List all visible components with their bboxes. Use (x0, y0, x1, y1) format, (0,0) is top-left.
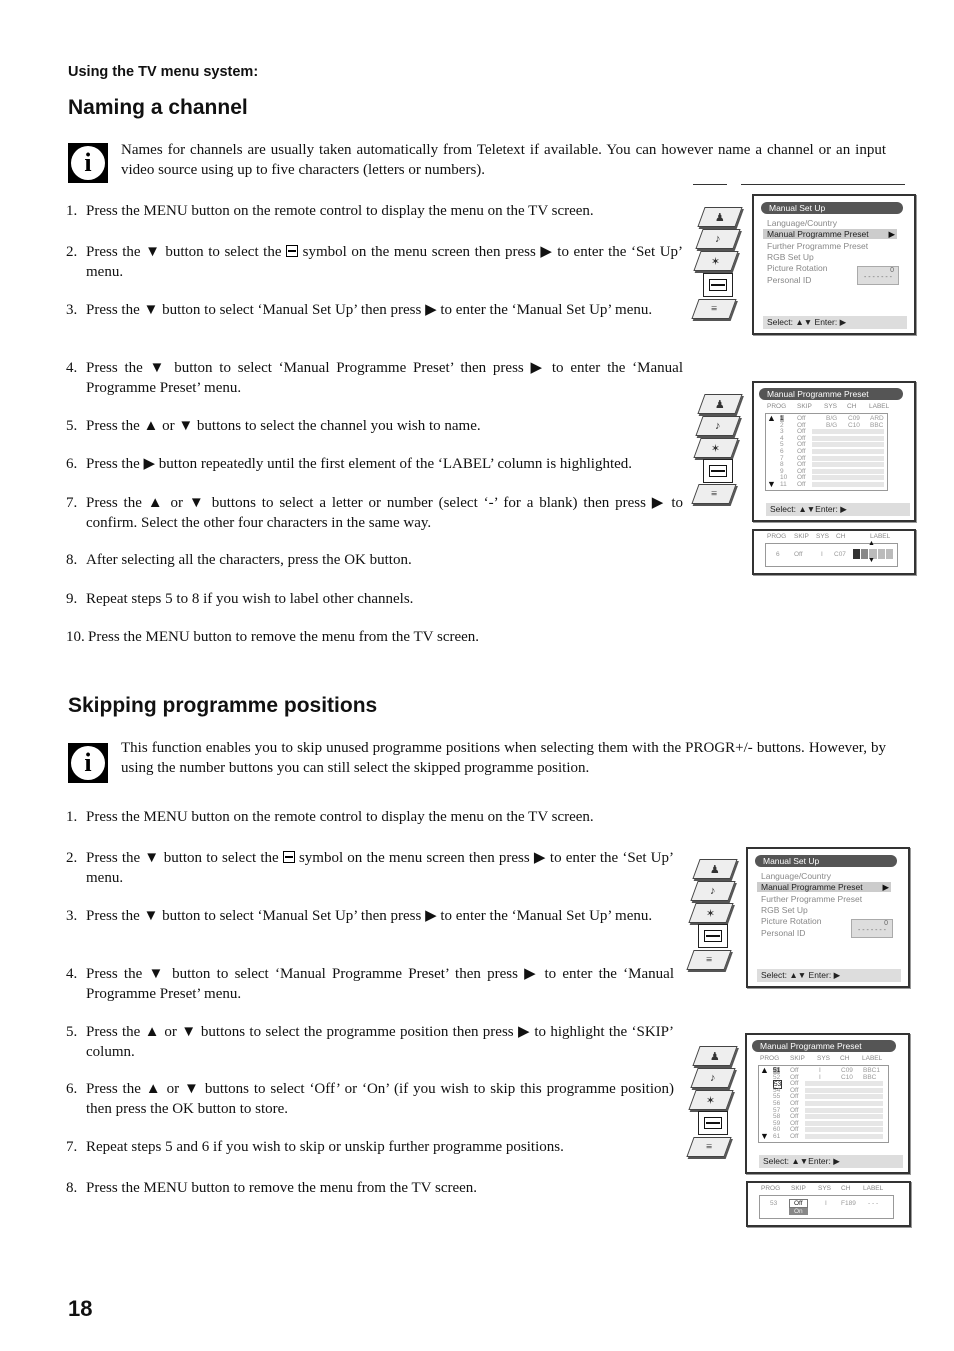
step-number: 5. (66, 418, 78, 434)
step-number: 2. (66, 244, 78, 260)
column-header: PROG (767, 533, 787, 540)
list-icon: ≡ (686, 1137, 731, 1157)
music-icon: ♪ (690, 881, 735, 901)
table-cell: Off (790, 1067, 799, 1074)
table-cell: 52 (773, 1073, 781, 1081)
step-number: 1. (66, 809, 78, 825)
table-cell: 58 (773, 1113, 781, 1121)
step-text: After selecting all the characters, press the OK button. (86, 552, 412, 568)
column-header: PROG (767, 403, 787, 410)
menu-icon-sidebar (695, 392, 743, 507)
row-line (812, 482, 884, 487)
column-header: PROG (760, 1055, 780, 1062)
info-icon: i (68, 743, 108, 783)
step-text: Press the MENU button to remove the menu from the TV screen. (86, 1180, 478, 1196)
table-cell: 10 (780, 474, 788, 482)
table-cell: Off (797, 434, 806, 442)
row-line (812, 456, 884, 461)
skipping-title: Skipping programme positions (68, 694, 378, 717)
menu-item: RGB Set Up (767, 252, 814, 262)
table-cell: 8 (780, 461, 784, 469)
table-cell: Off (797, 461, 806, 469)
column-header: SKIP (791, 1185, 806, 1192)
manual-setup-menu (746, 847, 910, 988)
table-cell: Off (797, 454, 806, 462)
label-edit-row (752, 529, 916, 575)
row-line (812, 475, 884, 480)
skip-option-off: Off (789, 1199, 808, 1208)
table-cell: 2 (780, 421, 784, 429)
step-number: 7. (66, 495, 78, 511)
cell: 53 (770, 1200, 778, 1207)
step-number: 3. (66, 908, 78, 924)
table-cell: 53 (774, 1081, 782, 1089)
table-cell: Off (790, 1113, 799, 1121)
table-cell: 56 (773, 1100, 781, 1107)
rotation-box: 0 - - - - - - - (851, 919, 893, 938)
row-line (812, 436, 884, 441)
section-label: Using the TV menu system: (68, 64, 259, 80)
skip-row-box (759, 1195, 894, 1219)
row-line (805, 1134, 883, 1139)
step-number: 3. (66, 302, 78, 318)
row-line (812, 449, 884, 454)
menu-item: Further Programme Preset (761, 894, 863, 904)
star-icon: ✶ (693, 251, 738, 271)
step-text: Press the ▶ button repeatedly until the first element of the ‘LABEL’ column is highlighted. (86, 456, 633, 472)
table-cell: Off (790, 1080, 799, 1088)
menu-item: Personal ID (761, 928, 806, 938)
star-icon: ✶ (688, 1090, 733, 1110)
column-header: LABEL (862, 1055, 883, 1062)
skip-edit-row (746, 1181, 911, 1227)
table-cell: 5 (780, 441, 784, 449)
step-text: Press the ▲ or ▼ buttons to select a letter or number (select ‘-’ for a blank) then press ▶ to confirm. Select the other four characters in the same way. (86, 495, 683, 531)
music-icon: ♪ (695, 416, 740, 436)
manual-setup-menu (752, 194, 916, 335)
manual-programme-preset-menu (752, 381, 916, 522)
step-text: Press the ▼ button to select the symbol on the menu screen then press ▶ to enter the ‘Set Up’ menu. (86, 244, 684, 280)
table-cell: Off (790, 1086, 799, 1094)
menu-item: Language/Country (767, 218, 837, 228)
setup-toolbox-icon (703, 273, 733, 297)
menu-footer: Select: ▲▼Enter: ▶ (759, 1155, 903, 1168)
cell: F189 (841, 1200, 856, 1207)
column-header: CH (841, 1185, 851, 1192)
table-cell: 4 (780, 434, 784, 442)
naming-title: Naming a channel (68, 96, 248, 119)
table-cell: Off (797, 467, 806, 475)
table-cell: 61 (773, 1133, 781, 1140)
table-cell: C09 (848, 415, 860, 422)
scroll-down-arrow: ▼ (767, 479, 776, 489)
page-number: 18 (68, 1296, 93, 1321)
setup-toolbox-icon (698, 1111, 728, 1135)
table-cell: I (819, 1073, 821, 1081)
table-cell: Off (797, 474, 806, 482)
row-line (805, 1094, 883, 1099)
step-number: 6. (66, 456, 78, 472)
menu-icon-sidebar (690, 857, 738, 972)
setup-symbol-icon (286, 245, 298, 257)
table-cell: C09 (841, 1067, 853, 1074)
cell: 6 (776, 551, 780, 558)
cell: I (821, 551, 823, 558)
table-cell: Off (790, 1133, 799, 1140)
row-line (805, 1081, 883, 1086)
star-icon: ✶ (693, 438, 738, 458)
table-cell: 57 (773, 1106, 781, 1114)
setup-toolbox-icon (703, 459, 733, 483)
column-header: SKIP (794, 533, 809, 540)
step-text: Press the ▲ or ▼ buttons to select the programme position then press ▶ to highlight the ‘SKIP’ column. (86, 1024, 674, 1060)
row-line (812, 462, 884, 467)
step-text: Repeat steps 5 and 6 if you wish to skip or unskip further programme positions. (86, 1139, 564, 1155)
column-header: SYS (824, 403, 838, 410)
step-number: 4. (66, 966, 78, 982)
menu-title: Manual Programme Preset (759, 388, 903, 400)
cell: C07 (834, 551, 846, 558)
menu-title: Manual Set Up (761, 202, 903, 214)
step-number: 7. (66, 1139, 78, 1155)
star-icon: ✶ (688, 903, 733, 923)
table-cell: 9 (780, 467, 784, 475)
step-text: Press the MENU button on the remote control to display the menu on the TV screen. (86, 203, 594, 219)
table-cell: C10 (841, 1073, 853, 1081)
info-icon: i (68, 143, 108, 183)
column-header: LABEL (869, 403, 890, 410)
char-up-arrow: ▲ (868, 540, 875, 547)
step-text: Press the ▼ button to select ‘Manual Set Up’ then press ▶ to enter the ‘Manual Set Up’ menu. (86, 302, 653, 318)
setup-symbol-icon (283, 851, 295, 863)
skip-option-on: On (789, 1208, 808, 1215)
menu-footer: Select: ▲▼ Enter: ▶ (763, 316, 907, 329)
table-cell: 7 (780, 454, 784, 462)
step-text: Press the ▲ or ▼ buttons to select the channel you wish to name. (86, 418, 481, 434)
step-number: 6. (66, 1081, 78, 1097)
menu-item: Picture Rotation (761, 916, 822, 926)
table-cell: Off (797, 481, 806, 488)
row-line (812, 442, 884, 447)
table-cell: Off (790, 1119, 799, 1127)
skipping-intro: This function enables you to skip unused programme positions when selecting them with the PROGR+/- buttons. However, by using the number buttons you can still select the skipped programme position. (121, 740, 886, 776)
music-icon: ♪ (690, 1068, 735, 1088)
table-cell: ARD (870, 415, 884, 422)
step-number: 8. (66, 1180, 78, 1196)
step-text: Press the ▼ button to select the symbol on the menu screen then press ▶ to enter the ‘Set Up’ menu. (86, 850, 675, 886)
list-icon: ≡ (686, 950, 731, 970)
column-header: CH (847, 403, 857, 410)
menu-item-selected: Manual Programme Preset ▶ (763, 229, 897, 239)
cell: Off (794, 551, 803, 558)
scroll-up-arrow: ▲ (760, 1065, 769, 1075)
column-header: SKIP (797, 403, 812, 410)
column-header: CH (836, 533, 846, 540)
step-number: 2. (66, 850, 78, 866)
table-cell: Off (797, 441, 806, 449)
table-cell: Off (790, 1073, 799, 1081)
step-text: Press the ▼ button to select ‘Manual Programme Preset’ then press ▶ to enter the ‘Manual Programme Preset’ menu. (86, 966, 674, 1002)
menu-item: RGB Set Up (761, 905, 808, 915)
person-icon: ♟ (697, 207, 742, 227)
cell: - - - (868, 1200, 879, 1207)
table-cell: Off (797, 448, 806, 455)
row-line (805, 1114, 883, 1119)
table-cell: 1 (780, 415, 784, 422)
divider (741, 184, 905, 185)
music-icon: ♪ (695, 229, 740, 249)
char-down-arrow: ▼ (868, 557, 875, 564)
person-icon: ♟ (692, 859, 737, 879)
step-text: Press the MENU button to remove the menu from the TV screen. (88, 629, 480, 645)
row-line (805, 1108, 883, 1113)
column-header: CH (840, 1055, 850, 1062)
step-text: Press the ▲ or ▼ buttons to select ‘Off’ or ‘On’ (if you wish to skip this programme position) then press the OK button to store. (86, 1081, 674, 1117)
menu-item-selected: Manual Programme Preset ▶ (757, 882, 891, 892)
row-line (812, 469, 884, 474)
row-line (812, 429, 884, 434)
naming-intro: Names for channels are usually taken automatically from Teletext if available. You can however name a channel or an input video source using up to five characters (letters or numbers). (121, 142, 886, 178)
rotation-box: 0 - - - - - - - (857, 266, 899, 285)
table-cell: BBC (863, 1073, 877, 1081)
scroll-up-arrow: ▲ (767, 413, 776, 423)
table-cell: Off (797, 421, 806, 429)
table-cell: Off (797, 428, 806, 436)
setup-toolbox-icon (698, 924, 728, 948)
step-number: 1. (66, 203, 78, 219)
scroll-down-arrow: ▼ (760, 1131, 769, 1141)
menu-title: Manual Set Up (755, 855, 897, 867)
table-cell: 6 (780, 448, 784, 455)
step-number: 9. (66, 591, 78, 607)
table-cell: 3 (780, 428, 784, 436)
column-header: SYS (817, 1055, 831, 1062)
table-cell: BBC (870, 421, 884, 429)
column-header: LABEL (870, 533, 891, 540)
table-cell: Off (790, 1106, 799, 1114)
row-line (805, 1088, 883, 1093)
table-cell: I (819, 1067, 821, 1074)
table-cell: BBC1 (863, 1067, 880, 1074)
row-line (805, 1127, 883, 1132)
menu-footer: Select: ▲▼ Enter: ▶ (757, 969, 901, 982)
column-header: SKIP (790, 1055, 805, 1062)
table-cell: 59 (773, 1119, 781, 1127)
person-icon: ♟ (697, 394, 742, 414)
table-cell: 60 (773, 1126, 781, 1134)
step-text: Press the ▼ button to select ‘Manual Set Up’ then press ▶ to enter the ‘Manual Set Up’ menu. (86, 908, 653, 924)
menu-title: Manual Programme Preset (752, 1040, 896, 1052)
table-cell: Off (790, 1093, 799, 1101)
table-cell: 54 (773, 1086, 781, 1094)
table-cell: 51 (773, 1067, 781, 1074)
menu-item: Language/Country (761, 871, 831, 881)
menu-item: Personal ID (767, 275, 812, 285)
table-cell: C10 (848, 421, 860, 429)
step-number: 8. (66, 552, 78, 568)
person-icon: ♟ (692, 1046, 737, 1066)
list-icon: ≡ (691, 484, 736, 504)
row-line (805, 1121, 883, 1126)
table-cell: 55 (773, 1093, 781, 1101)
table-cell: Off (797, 415, 806, 422)
row-line (805, 1101, 883, 1106)
list-icon: ≡ (691, 299, 736, 319)
divider (693, 184, 727, 185)
table-cell: B/G (826, 421, 838, 429)
step-text: Repeat steps 5 to 8 if you wish to label other channels. (86, 591, 414, 607)
menu-icon-sidebar (695, 205, 743, 320)
table-cell: 11 (780, 481, 787, 488)
table-cell: Off (790, 1126, 799, 1134)
menu-footer: Select: ▲▼Enter: ▶ (766, 503, 910, 516)
column-header: SYS (818, 1185, 832, 1192)
step-number: 4. (66, 360, 78, 376)
table-cell: Off (790, 1100, 799, 1107)
menu-icon-sidebar (690, 1044, 738, 1159)
step-number: 10. (66, 629, 85, 645)
step-number: 5. (66, 1024, 78, 1040)
step-text: Press the ▼ button to select ‘Manual Programme Preset’ then press ▶ to enter the ‘Manual Programme Preset’ menu. (86, 360, 683, 396)
manual-programme-preset-menu (745, 1033, 910, 1174)
column-header: PROG (761, 1185, 781, 1192)
table-cell: B/G (826, 415, 838, 422)
cell: I (825, 1200, 827, 1207)
menu-item: Picture Rotation (767, 263, 828, 273)
column-header: SYS (816, 533, 830, 540)
menu-item: Further Programme Preset (767, 241, 869, 251)
column-header: LABEL (863, 1185, 884, 1192)
step-text: Press the MENU button on the remote control to display the menu on the TV screen. (86, 809, 594, 825)
